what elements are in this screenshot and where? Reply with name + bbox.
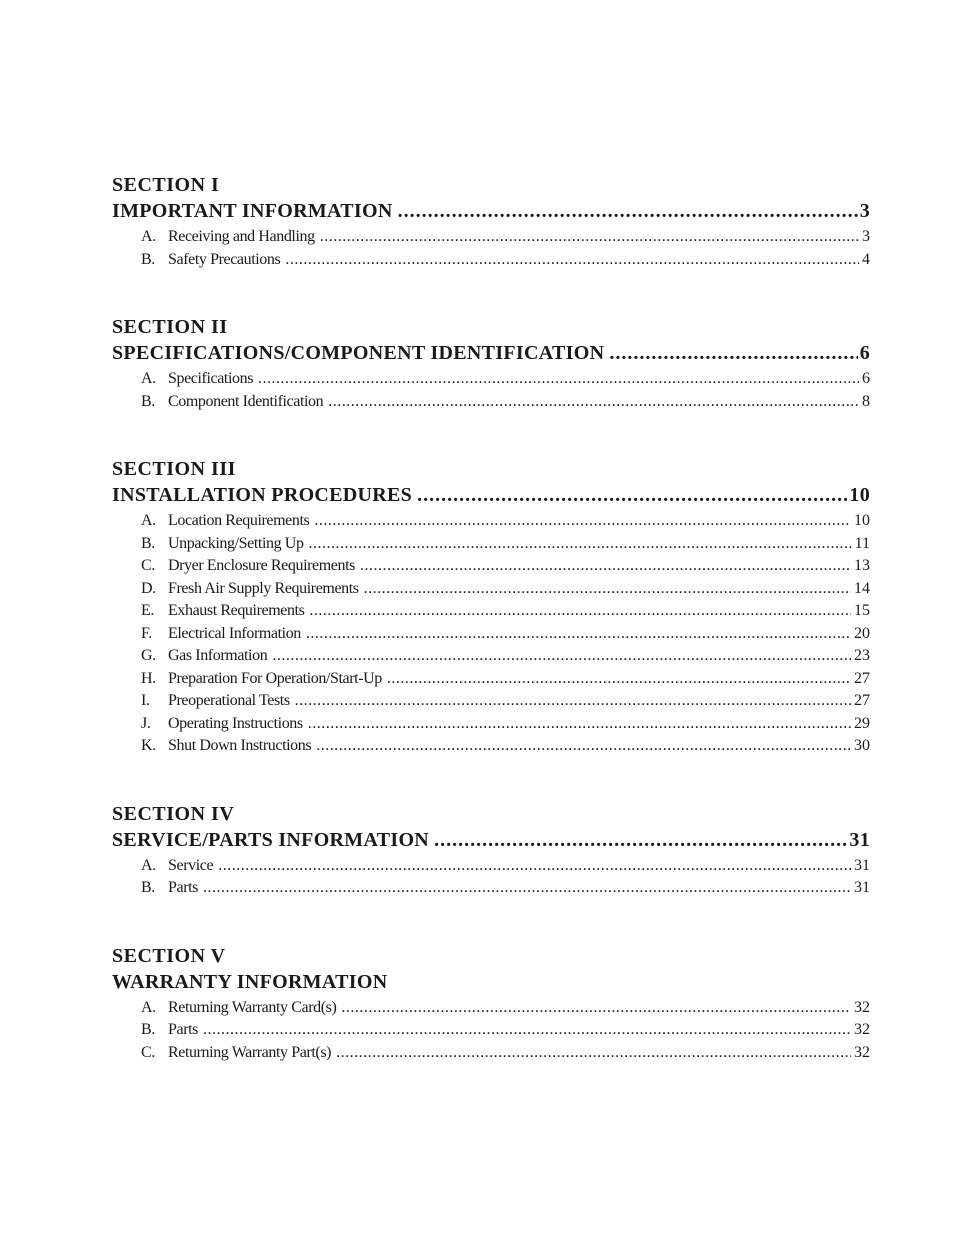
entry-letter: A. bbox=[141, 998, 156, 1016]
toc-entry[interactable] bbox=[112, 555, 870, 578]
toc-entry[interactable] bbox=[112, 226, 870, 249]
section-number: SECTION I bbox=[112, 174, 220, 196]
entry-letter: B. bbox=[141, 1021, 155, 1038]
dot-leader bbox=[320, 226, 859, 249]
entry-letter: A. bbox=[141, 370, 156, 387]
entry-label: Preparation For Operation/Start-Up bbox=[168, 669, 382, 687]
toc-section-2 bbox=[112, 314, 870, 413]
entry-label: Service bbox=[168, 856, 214, 874]
entry-page-number: 30 bbox=[854, 737, 870, 754]
dot-leader bbox=[314, 510, 851, 533]
section-title: IMPORTANT INFORMATION bbox=[112, 200, 393, 222]
dot-leader bbox=[203, 877, 851, 900]
toc-entry[interactable] bbox=[112, 855, 870, 878]
section-page-number: 10 bbox=[849, 484, 870, 506]
entry-page-number: 32 bbox=[854, 1021, 870, 1038]
entry-label: Shut Down Instructions bbox=[168, 737, 312, 754]
entry-page-number: 23 bbox=[854, 647, 870, 664]
entry-letter: C. bbox=[141, 557, 155, 574]
toc-entry[interactable] bbox=[112, 249, 870, 272]
dot-leader bbox=[364, 578, 851, 601]
dot-leader bbox=[309, 533, 852, 556]
entry-label: Dryer Enclosure Requirements bbox=[168, 557, 355, 574]
entry-letter: G. bbox=[141, 647, 156, 664]
toc-entry[interactable] bbox=[112, 368, 870, 391]
toc-entry[interactable] bbox=[112, 533, 870, 556]
section-entries bbox=[112, 226, 870, 271]
dot-leader bbox=[272, 645, 851, 668]
entry-page-number: 32 bbox=[854, 1043, 870, 1061]
dot-leader bbox=[360, 555, 851, 578]
dot-leader bbox=[387, 668, 851, 691]
entry-page-number: 27 bbox=[854, 669, 870, 687]
dot-leader bbox=[308, 713, 851, 736]
entry-label: Preoperational Tests bbox=[168, 692, 290, 709]
entry-label: Location Requirements bbox=[168, 512, 310, 529]
section-number: SECTION IV bbox=[112, 802, 235, 825]
section-title-row[interactable] bbox=[112, 340, 870, 366]
entry-label: Electrical Information bbox=[168, 624, 301, 642]
dot-leader bbox=[316, 735, 851, 758]
section-title: WARRANTY INFORMATION bbox=[112, 970, 388, 993]
entry-letter: B. bbox=[141, 534, 155, 552]
entry-label: Component Identification bbox=[168, 392, 324, 410]
entry-label: Gas Information bbox=[168, 647, 268, 664]
section-number: SECTION V bbox=[112, 944, 226, 967]
entry-label: Exhaust Requirements bbox=[168, 602, 305, 619]
entry-page-number: 31 bbox=[854, 856, 870, 874]
entry-page-number: 8 bbox=[862, 392, 870, 410]
section-title-row[interactable] bbox=[112, 482, 870, 508]
entry-page-number: 14 bbox=[854, 579, 870, 597]
toc-entry[interactable] bbox=[112, 645, 870, 668]
section-title-row[interactable] bbox=[112, 827, 870, 853]
toc-entry[interactable] bbox=[112, 735, 870, 758]
dot-leader bbox=[295, 690, 851, 713]
toc-entry[interactable] bbox=[112, 1019, 870, 1042]
dot-leader bbox=[398, 198, 858, 224]
section-page-number: 3 bbox=[859, 200, 870, 222]
entry-label: Returning Warranty Part(s) bbox=[168, 1043, 332, 1061]
section-entries bbox=[112, 368, 870, 413]
dot-leader bbox=[341, 997, 851, 1020]
dot-leader bbox=[218, 855, 851, 878]
entry-letter: E. bbox=[141, 602, 154, 619]
toc-entry[interactable] bbox=[112, 391, 870, 414]
toc-section-3 bbox=[112, 456, 870, 758]
entry-letter: D. bbox=[141, 579, 156, 597]
entry-letter: I. bbox=[141, 692, 150, 709]
dot-leader bbox=[609, 340, 857, 366]
entry-letter: K. bbox=[141, 737, 156, 754]
entry-label: Unpacking/Setting Up bbox=[168, 534, 304, 552]
entry-label: Operating Instructions bbox=[168, 714, 303, 732]
section-number: SECTION III bbox=[112, 458, 236, 480]
toc-section-4 bbox=[112, 801, 870, 900]
entry-label: Parts bbox=[168, 879, 199, 896]
dot-leader bbox=[306, 623, 851, 646]
section-title-row[interactable] bbox=[112, 198, 870, 224]
dot-leader bbox=[309, 600, 851, 623]
toc-entry[interactable] bbox=[112, 668, 870, 691]
entry-letter: H. bbox=[141, 669, 156, 687]
toc-entry[interactable] bbox=[112, 1042, 870, 1065]
section-page-number: 6 bbox=[859, 342, 870, 364]
entry-letter: J. bbox=[141, 714, 151, 732]
entry-page-number: 32 bbox=[854, 998, 870, 1016]
entry-page-number: 3 bbox=[862, 228, 870, 245]
section-title: SERVICE/PARTS INFORMATION bbox=[112, 828, 430, 851]
dot-leader bbox=[328, 391, 859, 414]
entry-page-number: 11 bbox=[854, 534, 870, 552]
entry-letter: A. bbox=[141, 512, 156, 529]
section-title-row[interactable] bbox=[112, 969, 870, 995]
entry-letter: B. bbox=[141, 879, 155, 896]
section-entries bbox=[112, 855, 870, 900]
entry-label: Fresh Air Supply Requirements bbox=[168, 579, 359, 597]
section-page-number: 31 bbox=[849, 828, 870, 851]
dot-leader bbox=[258, 368, 859, 391]
toc-entry[interactable] bbox=[112, 690, 870, 713]
dot-leader bbox=[336, 1042, 851, 1065]
toc-entry[interactable] bbox=[112, 997, 870, 1020]
entry-page-number: 27 bbox=[854, 692, 870, 709]
dot-leader bbox=[417, 482, 847, 508]
toc-section-5 bbox=[112, 943, 870, 1065]
entry-letter: B. bbox=[141, 392, 155, 410]
toc-entry[interactable] bbox=[112, 877, 870, 900]
entry-page-number: 6 bbox=[862, 370, 870, 387]
toc-entry[interactable] bbox=[112, 510, 870, 533]
toc-entry[interactable] bbox=[112, 713, 870, 736]
entry-page-number: 15 bbox=[854, 602, 870, 619]
entry-label: Safety Precautions bbox=[168, 250, 281, 268]
entry-label: Parts bbox=[168, 1021, 199, 1038]
toc-entry[interactable] bbox=[112, 600, 870, 623]
entry-letter: F. bbox=[141, 624, 152, 642]
entry-label: Returning Warranty Card(s) bbox=[168, 998, 337, 1016]
dot-leader bbox=[285, 249, 859, 272]
entry-page-number: 10 bbox=[854, 512, 870, 529]
section-entries bbox=[112, 997, 870, 1065]
entry-label: Specifications bbox=[168, 370, 254, 387]
table-of-contents bbox=[112, 172, 870, 1064]
entry-page-number: 4 bbox=[862, 250, 870, 268]
dot-leader bbox=[434, 827, 847, 853]
section-entries bbox=[112, 510, 870, 758]
toc-entry[interactable] bbox=[112, 578, 870, 601]
toc-entry[interactable] bbox=[112, 623, 870, 646]
dot-leader bbox=[203, 1019, 851, 1042]
toc-section-1 bbox=[112, 172, 870, 271]
section-title: SPECIFICATIONS/COMPONENT IDENTIFICATION bbox=[112, 342, 605, 364]
entry-page-number: 31 bbox=[854, 879, 870, 896]
entry-page-number: 20 bbox=[854, 624, 870, 642]
section-title: INSTALLATION PROCEDURES bbox=[112, 484, 413, 506]
section-number: SECTION II bbox=[112, 316, 228, 338]
entry-letter: A. bbox=[141, 856, 156, 874]
entry-letter: A. bbox=[141, 228, 156, 245]
entry-letter: B. bbox=[141, 250, 155, 268]
entry-letter: C. bbox=[141, 1043, 155, 1061]
entry-page-number: 29 bbox=[854, 714, 870, 732]
entry-label: Receiving and Handling bbox=[168, 228, 315, 245]
entry-page-number: 13 bbox=[854, 557, 870, 574]
